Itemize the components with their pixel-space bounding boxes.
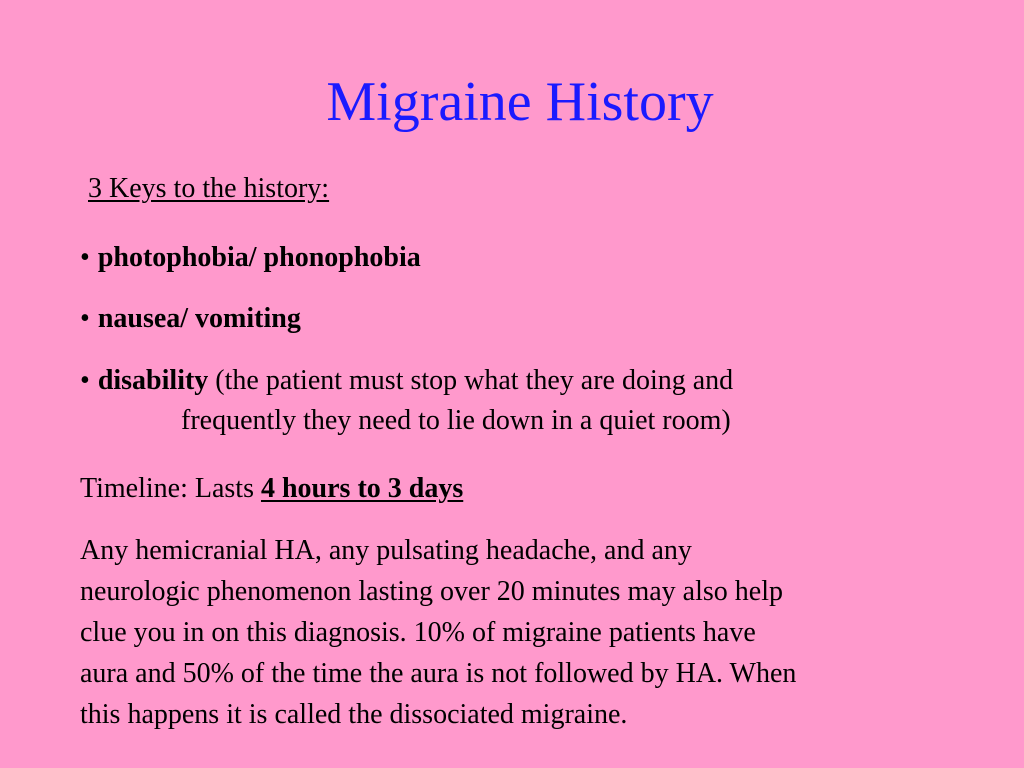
description-paragraph [80, 530, 980, 735]
paragraph-line: neurologic phenomenon lasting over 20 minutes may also help [80, 576, 783, 607]
bullet-continuation: frequently they need to lie down in a quiet room) [181, 405, 731, 436]
bullet-item-1 [80, 239, 421, 277]
paragraph-line: Any hemicranial HA, any pulsating headache, and any [80, 535, 692, 566]
bullet-icon: • [80, 365, 90, 396]
timeline-line [80, 470, 463, 508]
paragraph-line: clue you in on this diagnosis. 10% of migraine patients have [80, 617, 756, 648]
bullet-bold-text: photophobia/ phonophobia [97, 242, 421, 273]
paragraph-line: aura and 50% of the time the aura is not followed by HA. When [80, 658, 797, 689]
bullet-bold-text: disability [97, 365, 209, 396]
paragraph-line: this happens it is called the dissociated migraine. [80, 699, 628, 730]
keys-heading: 3 Keys to the history: [88, 173, 330, 204]
timeline-prefix: Timeline: Lasts [80, 473, 261, 504]
bullet-icon: • [80, 242, 90, 273]
bullet-icon: • [80, 303, 90, 334]
bullet-item-3 [80, 362, 733, 400]
slide-title: Migraine History [326, 71, 714, 133]
bullet-bold-text: nausea/ vomiting [97, 303, 301, 334]
timeline-duration: 4 hours to 3 days [260, 473, 464, 504]
bullet-item-2 [80, 300, 301, 338]
bullet-plain-text: (the patient must stop what they are doing and [208, 365, 734, 396]
